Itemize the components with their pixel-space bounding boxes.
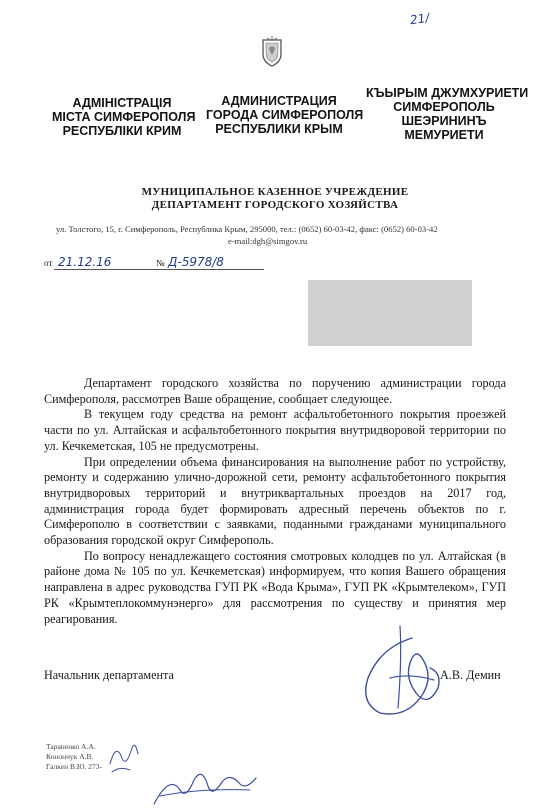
- header-left-line-2: МІСТА СИМФЕРОПОЛЯ: [52, 110, 196, 124]
- header-right-line-2: СИМФЕРОПОЛЬ: [393, 100, 495, 114]
- corner-handwritten-note: 21/: [409, 10, 431, 28]
- coat-of-arms-emblem: [259, 36, 285, 68]
- header-left-line-3: РЕСПУБЛІКИ КРИМ: [62, 124, 182, 138]
- institution-title-line-1: МУНИЦИПАЛЬНОЕ КАЗЕННОЕ УЧРЕЖДЕНИЕ: [141, 186, 409, 198]
- header-center-line-3: РЕСПУБЛИКИ КРЫМ: [215, 122, 343, 136]
- header-right-line-4: МЕМУРИЕТИ: [404, 128, 484, 142]
- number-prefix: №: [156, 258, 165, 268]
- bottom-handwritten-scribble: [150, 760, 260, 808]
- executor-2: Конончук А.В.: [46, 752, 94, 761]
- header-center-russian: [206, 94, 364, 136]
- institution-title: [120, 186, 430, 212]
- redacted-recipient-block: [308, 280, 472, 346]
- institution-address: ул. Толстого, 15, г. Симферополь, Республика Крым, 295000, тел.: (0652) 60-03-42, факс: (0652) 60-03-42: [56, 224, 438, 234]
- paragraph-3: При определении объема финансирования на выполнение работ по устройству, ремонту и содержанию улично-дорожной сети, ремонту асфальтобетонного покрытия внутридворовых территорий и внутриквартальных проездов на 2017 год, администрация города будет формировать адресный перечень объектов по г. Симферополю в соответствии с заявками, поданными гражданами муниципального образования городской округ Симферополь.: [44, 454, 506, 548]
- header-right-line-3: ШЕЭРИНИНЪ: [401, 114, 487, 128]
- header-center-line-2: ГОРОДА СИМФЕРОПОЛЯ: [206, 108, 364, 122]
- header-left-ukrainian: [52, 96, 196, 138]
- header-left-line-1: АДМІНІСТРАЦІЯ: [72, 96, 172, 110]
- signatory-title: Начальник департамента: [44, 668, 174, 682]
- handwritten-signature: [350, 618, 450, 728]
- date-prefix: от: [44, 258, 53, 268]
- crimea-crest-icon: [259, 36, 285, 68]
- executors-list: [46, 742, 102, 772]
- paragraph-2: В текущем году средства на ремонт асфальтобетонного покрытия проезжей части по ул. Алтайская и асфальтобетонного покрытия внутридворовой территории по ул. Кечкеметская, 105 не предусмотрены.: [44, 407, 506, 453]
- executor-1: Тараненко А.А.: [46, 742, 96, 751]
- header-center-line-1: АДМИНИСТРАЦИЯ: [221, 94, 337, 108]
- approval-initials-scribble: [104, 736, 144, 776]
- paragraph-1: Департамент городского хозяйства по поручению администрации города Симферополя, рассмотрев Ваше обращение, сообщает следующее.: [44, 376, 506, 406]
- signatory-name: А.В. Демин: [440, 668, 501, 682]
- institution-email: e-mail:dgh@simgov.ru: [228, 236, 308, 246]
- reference-underline: [54, 269, 264, 270]
- header-right-line-1: КЪЫРЫМ ДЖУМХУРИЕТИ: [366, 86, 529, 100]
- header-right-crimean-tatar: [366, 86, 529, 142]
- letter-number: Д-5978/8: [168, 255, 224, 269]
- letter-date: 21.12.16: [58, 255, 112, 269]
- outgoing-reference: [44, 256, 274, 274]
- executor-3: Галкен В.Ю. 273-: [46, 762, 103, 771]
- institution-title-line-2: ДЕПАРТАМЕНТ ГОРОДСКОГО ХОЗЯЙСТВА: [151, 199, 399, 211]
- paragraph-4: По вопросу ненадлежащего состояния смотровых колодцев по ул. Алтайская (в районе дома № 105 по ул. Кечкеметская) информируем, что копия Вашего обращения направлена в адрес руководства ГУП РК «Вода Крыма», ГУП РК «Крымтелеком», ГУП РК «Крымтеплокоммунэнерго» для рассмотрения по существу и принятия мер реагирования.: [44, 548, 506, 626]
- letter-body: [44, 376, 506, 627]
